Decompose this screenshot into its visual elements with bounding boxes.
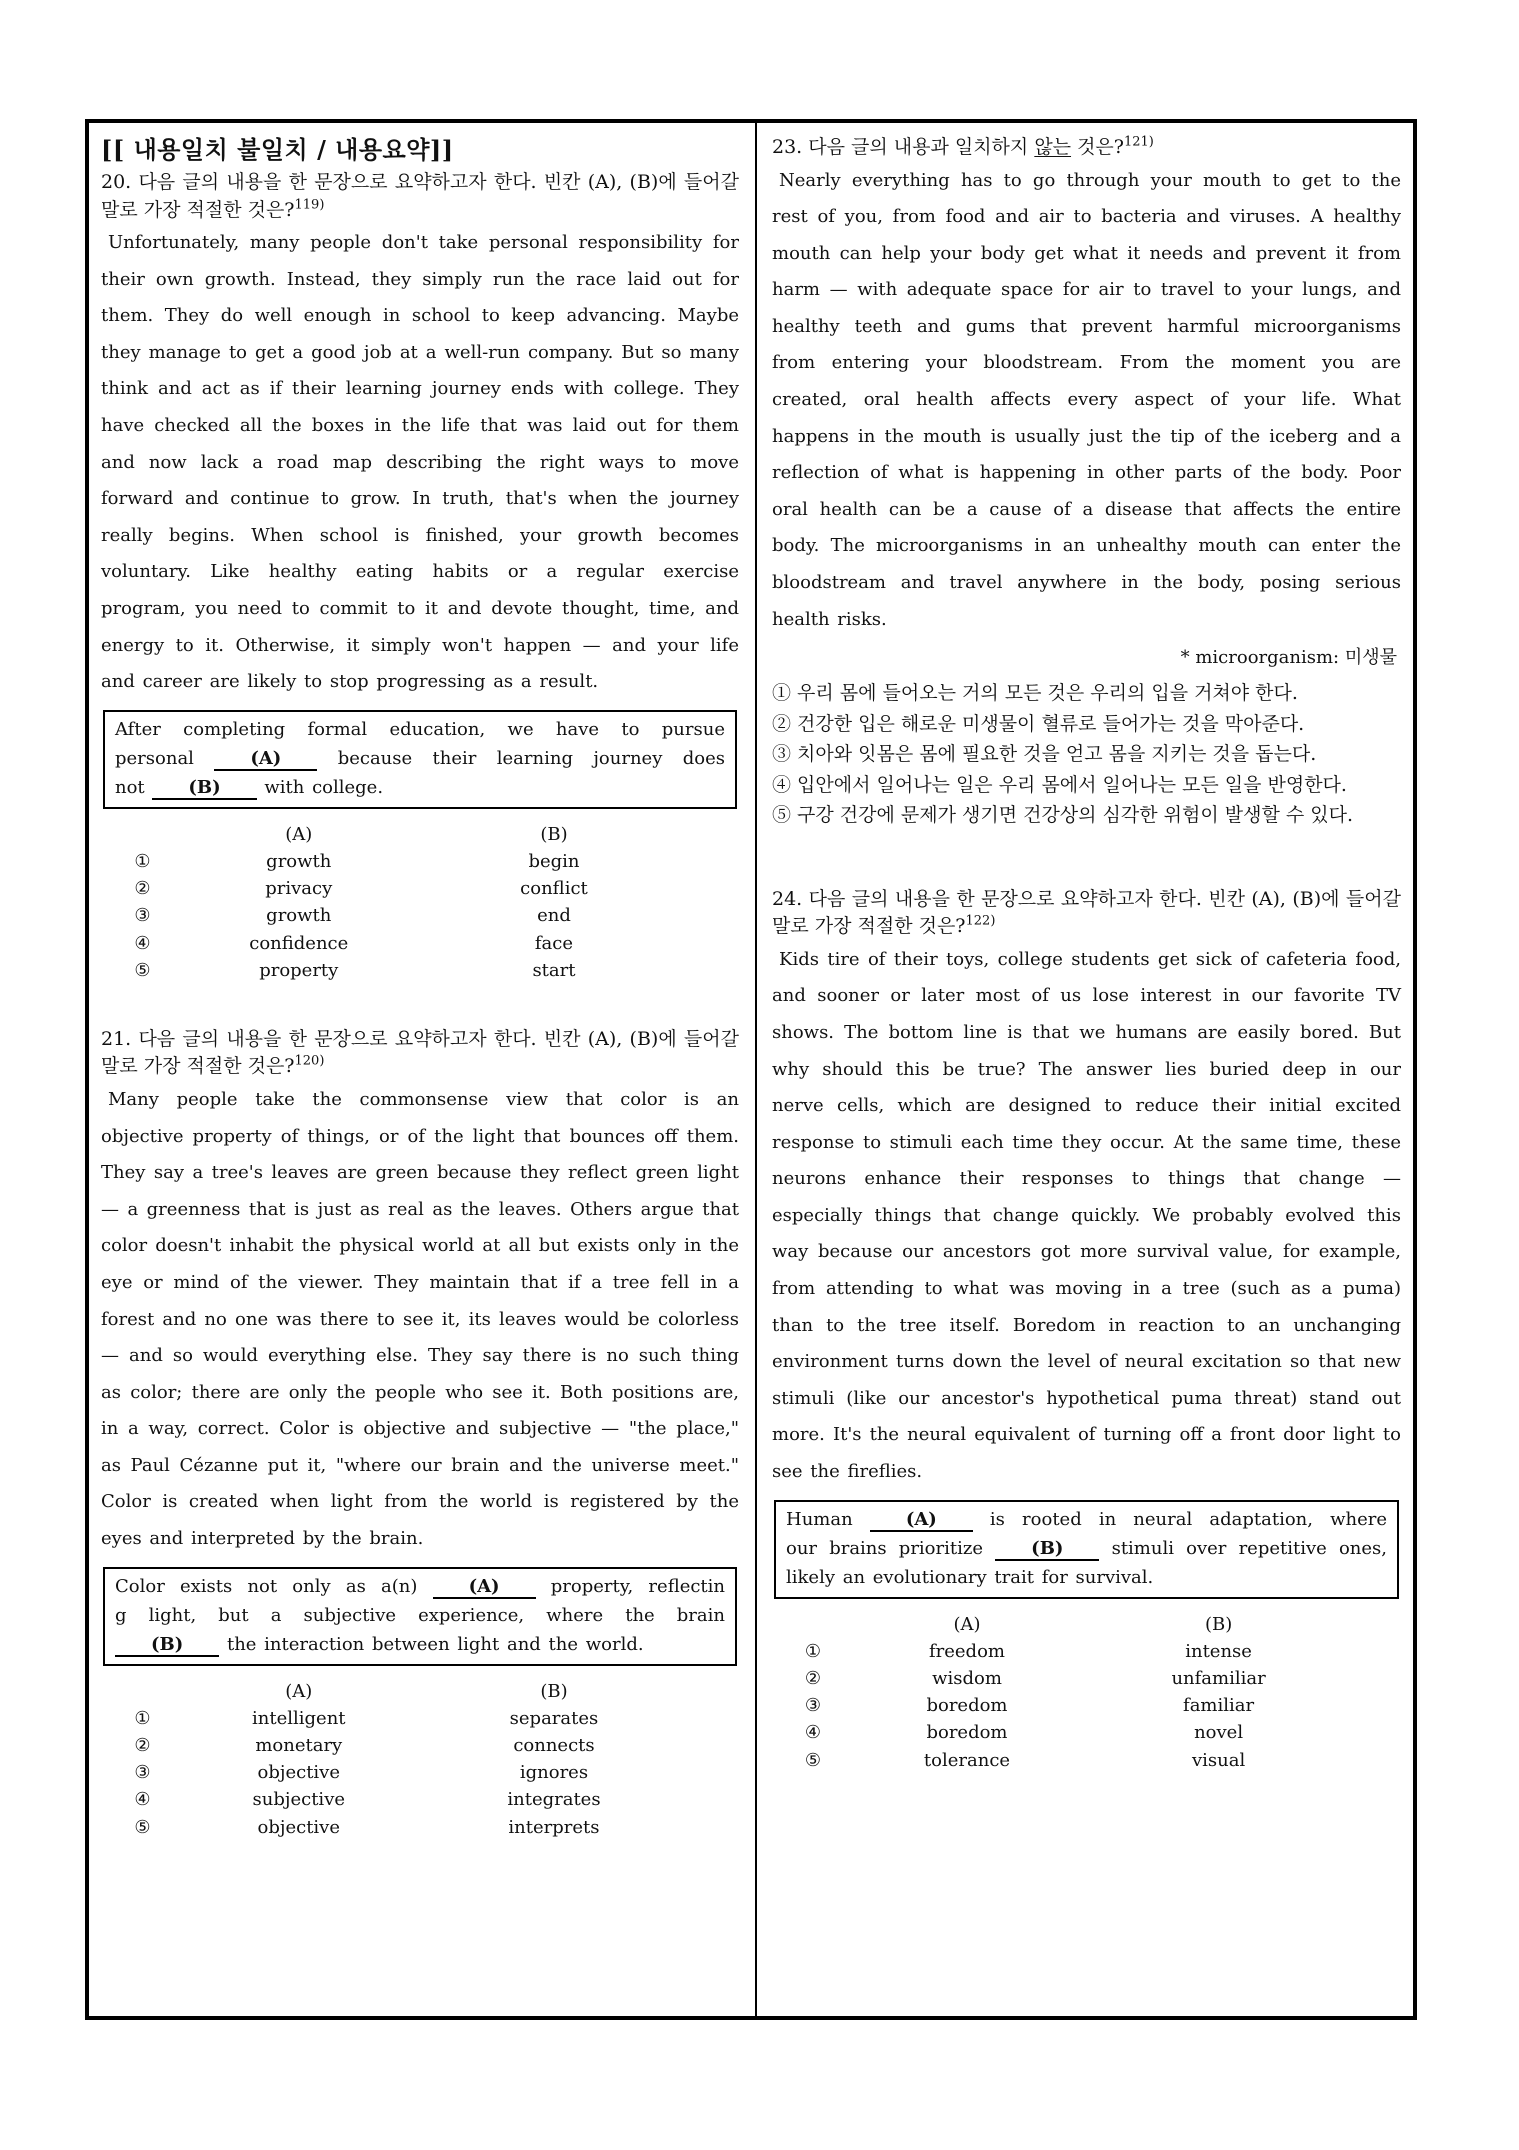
choice-row: [772, 1665, 1401, 1692]
choices-header: [101, 1678, 739, 1705]
choice-row: [101, 875, 739, 902]
choice-number: ②: [804, 1668, 821, 1690]
summary-line: (B) the interaction between light and the world.: [115, 1630, 725, 1659]
question-23: [772, 134, 1401, 831]
choice-b: integrates: [507, 1789, 601, 1811]
choice-number: ①: [804, 1640, 821, 1662]
choices-header-b: (B): [540, 1680, 568, 1702]
choice-b: intense: [1185, 1640, 1252, 1662]
choice-a: wisdom: [932, 1668, 1002, 1690]
question-24-prompt: 24. 다음 글의 내용을 한 문장으로 요약하고자 한다. 빈칸 (A), (B)에 들어갈 말로 가장 적절한 것은?: [772, 887, 1401, 938]
choices-header-a: (A): [953, 1613, 981, 1635]
choices-header-spacer: [101, 1678, 184, 1705]
choice-number: ⑤: [134, 959, 151, 981]
choice-number: ③: [134, 1762, 151, 1784]
choices-header-spacer: [772, 1611, 854, 1638]
option-item: ① 우리 몸에 들어오는 거의 모든 것은 우리의 입을 거쳐야 한다.: [772, 682, 1298, 705]
choice-b: conflict: [520, 878, 588, 900]
choice-number: ②: [134, 878, 151, 900]
choice-b: unfamiliar: [1171, 1668, 1266, 1690]
summary-line: likely an evolutionary trait for survival.: [786, 1566, 1154, 1588]
choice-b: familiar: [1183, 1695, 1255, 1717]
choice-row: [101, 957, 739, 984]
choice-number: ③: [804, 1695, 821, 1717]
question-21: [101, 1026, 739, 1841]
choice-b: visual: [1191, 1749, 1246, 1771]
choices-header-a: (A): [285, 823, 313, 845]
question-24-note: 122): [965, 913, 996, 929]
choice-row: [772, 1747, 1401, 1774]
choice-row: [101, 848, 739, 875]
choice-row: [772, 1692, 1401, 1719]
summary-line: our brains prioritize (B) stimuli over repetitive ones,: [786, 1537, 1387, 1559]
option-item: ③ 치아와 잇몸은 몸에 필요한 것을 얻고 몸을 지키는 것을 돕는다.: [772, 743, 1317, 766]
choice-number: ①: [134, 850, 151, 872]
question-21-passage: Many people take the commonsense view that color is an objective property of things, or of the light that bounces off them. They say a tree's leaves are green because they reflect green light — a greenness that is just as real as the leaves. Others argue that color doesn't inhabit the physical world at all but exists only in the eye or mind of the viewer. They maintain that if a tree fell in a forest and no one was there to see it, its leaves would be colorless — and so would everything else. They say there is no such thing as color; there are only the people who see it. Both positions are, in a way, correct. Color is objective and subjective — "the place," as Paul Cézanne put it, "where our brain and the universe meet." Color is created when light from the world is registered by the eyes and interpreted by the brain.: [101, 1088, 739, 1550]
question-24-choices: [772, 1611, 1401, 1774]
choices-header-b: (B): [1204, 1613, 1233, 1635]
question-20-title: [101, 169, 739, 224]
question-21-title: [101, 1026, 739, 1081]
choice-a: objective: [257, 1816, 341, 1838]
choice-a: monetary: [255, 1735, 343, 1757]
choice-row: [101, 930, 739, 957]
question-23-options: [772, 678, 1401, 831]
choices-header-a: (A): [285, 1680, 313, 1702]
choice-b: ignores: [519, 1762, 589, 1784]
choice-row: [101, 902, 739, 929]
choice-b: separates: [509, 1707, 599, 1729]
choices-header-spacer: [101, 821, 184, 848]
choice-b: end: [537, 905, 571, 927]
choice-row: [772, 1638, 1401, 1665]
choice-number: ②: [134, 1735, 151, 1757]
choice-row: [101, 1786, 739, 1813]
section-header: [[ 내용일치 불일치 / 내용요약]]: [101, 135, 454, 164]
choice-a: growth: [266, 905, 332, 927]
choice-row: [772, 1719, 1401, 1746]
question-21-choices: [101, 1678, 739, 1841]
choice-a: property: [259, 959, 339, 981]
question-20-summary-box: [103, 710, 737, 809]
choice-b: start: [532, 959, 576, 981]
choice-a: objective: [257, 1762, 341, 1784]
question-24: [772, 886, 1401, 1774]
question-20: [101, 169, 739, 984]
choice-a: subjective: [252, 1789, 346, 1811]
summary-line: Color exists not only as a(n) (A) property, reflectin: [115, 1575, 726, 1597]
left-column: [89, 123, 757, 2016]
choice-a: boredom: [926, 1722, 1008, 1744]
choice-b: connects: [513, 1735, 595, 1757]
choice-number: ①: [134, 1707, 151, 1729]
exam-sheet-border: [85, 119, 1417, 2020]
summary-line: not (B) with college.: [115, 776, 384, 798]
question-23-title: [772, 134, 1401, 162]
choice-a: growth: [266, 850, 332, 872]
choice-number: ④: [134, 1789, 151, 1811]
right-column: [757, 123, 1413, 2016]
question-21-note: 120): [294, 1054, 325, 1070]
choice-number: ④: [134, 932, 151, 954]
question-24-passage: Kids tire of their toys, college students get sick of cafeteria food, and sooner or later most of us lose interest in our favorite TV shows. The bottom line is that we humans are easily bored. But why should this be true? The answer lies buried deep in our nerve cells, which are designed to reduce their initial excited response to stimuli each time they occur. At the same time, these neurons enhance their responses to things that change — especially things that change quickly. We probably evolved this way because our ancestors got more survival value, for example, from attending to what was moving in a tree (such as a puma) than to the tree itself. Boredom in reaction to an unchanging environment turns down the level of neural excitation so that new stimuli (like our ancestor's hypothetical puma threat) stand out more. It's the neural equivalent of turning off a front door light to see the fireflies.: [772, 948, 1401, 1483]
choices-header-b: (B): [540, 823, 568, 845]
question-21-summary-box: [103, 1567, 737, 1666]
choice-b: begin: [528, 850, 580, 872]
question-24-title: [772, 886, 1401, 941]
choice-row: [101, 1705, 739, 1732]
vocabulary-footnote: * microorganism: 미생물: [1180, 647, 1397, 669]
summary-line: After completing formal education, we have to pursue: [115, 718, 725, 740]
choice-row: [101, 1759, 739, 1786]
choices-header: [772, 1611, 1401, 1638]
choice-a: intelligent: [252, 1707, 346, 1729]
question-23-prompt: 23. 다음 글의 내용과 일치하지 않는 것은?: [772, 136, 1124, 158]
question-21-prompt: 21. 다음 글의 내용을 한 문장으로 요약하고자 한다. 빈칸 (A), (B)에 들어갈 말로 가장 적절한 것은?: [101, 1027, 739, 1078]
choice-b: interprets: [508, 1816, 600, 1838]
choices-header: [101, 821, 739, 848]
choice-a: freedom: [928, 1640, 1005, 1662]
question-20-passage: Unfortunately, many people don't take personal responsibility for their own growth. Instead, they simply run the race laid out for them. They do well enough in school to keep advancing. Maybe they manage to get a good job at a well-run company. But so many think and act as if their learning journey ends with college. They have checked all the boxes in the life that was laid out for them and now lack a road map describing the right ways to move forward and continue to grow. In truth, that's when the journey really begins. When school is finished, your growth becomes voluntary. Like healthy eating habits or a regular exercise program, you need to commit to it and devote thought, time, and energy to it. Otherwise, it simply won't happen — and your life and career are likely to stop progressing as a result.: [101, 232, 739, 693]
question-23-passage: Nearly everything has to go through your mouth to get to the rest of you, from food and air to bacteria and viruses. A healthy mouth can help your body get what it needs and prevent it from harm — with adequate space for air to travel to your lungs, and healthy teeth and gums that prevent harmful microorganisms from entering your bloodstream. From the moment you are created, oral health affects every aspect of your life. What happens in the mouth is usually just the tip of the iceberg and a reflection of what is happening in other parts of the body. Poor oral health can be a cause of a disease that affects the entire body. The microorganisms in an unhealthy mouth can enter the bloodstream and travel anywhere in the body, posing serious health risks.: [772, 169, 1401, 630]
choice-a: boredom: [926, 1695, 1008, 1717]
choice-b: novel: [1194, 1722, 1244, 1744]
choice-row: [101, 1732, 739, 1759]
choice-a: tolerance: [923, 1749, 1011, 1771]
question-24-summary-box: [774, 1500, 1399, 1599]
choice-number: ④: [804, 1722, 821, 1744]
choice-row: [101, 1814, 739, 1841]
choice-number: ⑤: [804, 1749, 821, 1771]
choice-b: face: [534, 932, 574, 954]
question-23-note: 121): [1123, 134, 1154, 150]
question-20-note: 119): [294, 197, 325, 213]
summary-line: personal (A) because their learning journey does: [115, 747, 725, 769]
choice-a: privacy: [265, 878, 333, 900]
choice-number: ③: [134, 905, 151, 927]
question-20-choices: [101, 821, 739, 984]
question-20-prompt: 20. 다음 글의 내용을 한 문장으로 요약하고자 한다. 빈칸 (A), (B)에 들어갈 말로 가장 적절한 것은?: [101, 171, 739, 221]
option-item: ② 건강한 입은 해로운 미생물이 혈류로 들어가는 것을 막아준다.: [772, 712, 1305, 735]
option-item: ④ 입안에서 일어나는 일은 우리 몸에서 일어나는 모든 일을 반영한다.: [772, 773, 1347, 796]
option-item: ⑤ 구강 건강에 문제가 생기면 건강상의 심각한 위험이 발생할 수 있다.: [772, 804, 1353, 827]
summary-line: g light, but a subjective experience, where the brain: [115, 1604, 725, 1626]
choice-number: ⑤: [134, 1816, 151, 1838]
summary-line: Human (A) is rooted in neural adaptation, where: [786, 1508, 1387, 1530]
choice-a: confidence: [249, 932, 349, 954]
